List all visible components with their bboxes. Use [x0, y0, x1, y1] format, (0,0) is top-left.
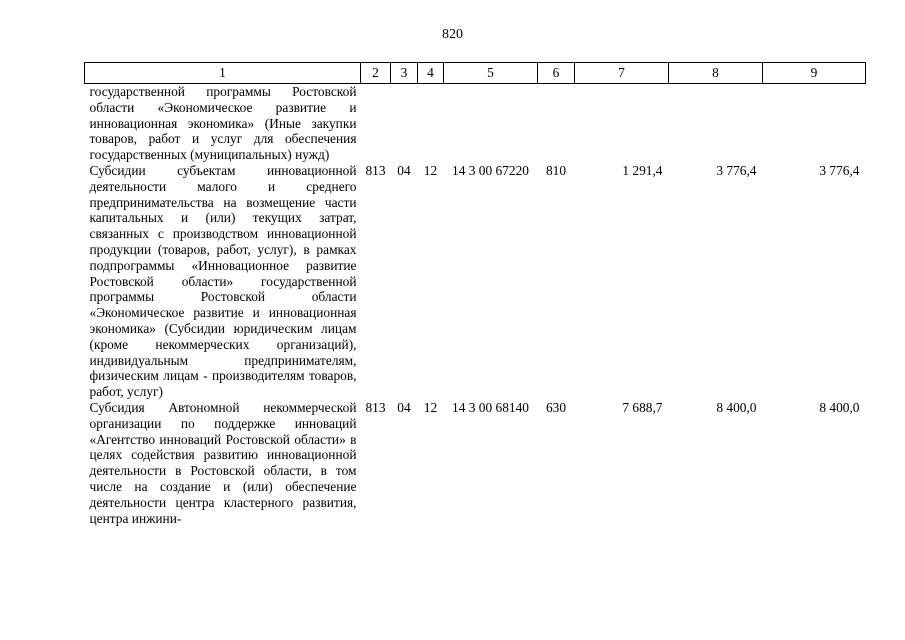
row-type-code: [538, 84, 575, 163]
table-row: [85, 400, 866, 526]
row-ministry-code: 813: [365, 399, 386, 415]
column-header: 6: [538, 63, 575, 84]
column-header: 7: [575, 63, 669, 84]
row-sum-3: 3 776,4: [819, 162, 860, 178]
row-sum-3: [763, 84, 866, 163]
row-subsection-code: 12: [423, 399, 438, 415]
row-sum-3: 8 400,0: [819, 399, 860, 415]
row-ministry-code: [361, 84, 391, 163]
row-section-code: 04: [397, 399, 411, 415]
row-section-code: 04: [397, 162, 411, 178]
row-ministry-code: 813: [365, 162, 386, 178]
row-sum-2: [669, 84, 763, 163]
row-target-code: 14 3 00 67220: [452, 162, 529, 178]
row-type-code: 810: [545, 162, 567, 178]
row-description: Субсидия Автономной некоммерческой организации по поддержке инноваций «Агентство инноваций Ростовской области» в целях содействия развитию инновационной деятельности в Ростовской области, в том числе на создание и (или) обеспечение деятельности центра кластерного развития, центра инжини-: [89, 399, 357, 526]
row-section-code: [391, 84, 418, 163]
column-header: 9: [763, 63, 866, 84]
table-header-row: [85, 63, 866, 84]
row-description: Субсидии субъектам инновационной деятельности малого и среднего предпринимательства на возмещение части капитальных и (или) текущих затрат, связанных с производством инновационной продукции (товаров, работ, услуг), в рамках подпрограммы «Инновационное развитие Ростовской области» государственной программы Ростовской области «Экономическое развитие и инновационная экономика» (Субсидии юридическим лицам (кроме некоммерческих организаций), индивидуальным предпринимателям, физическим лицам - производителям товаров, работ, услуг): [89, 162, 357, 400]
row-sum-2: 8 400,0: [716, 399, 757, 415]
column-header: 2: [361, 63, 391, 84]
row-target-code: 14 3 00 68140: [452, 399, 529, 415]
row-sum-2: 3 776,4: [716, 162, 757, 178]
column-header: 5: [444, 63, 538, 84]
page-number: 820: [442, 27, 463, 42]
row-sum-1: 7 688,7: [622, 399, 663, 415]
row-description: государственной программы Ростовской области «Экономическое развитие и инновационная экономика» (Иные закупки товаров, работ и услуг для обеспечения государственных (муниципальных) нужд): [89, 84, 357, 163]
column-header: 3: [391, 63, 418, 84]
budget-table: [84, 62, 866, 526]
column-header: 8: [669, 63, 763, 84]
table-row: [85, 84, 866, 163]
row-sum-1: [575, 84, 669, 163]
column-header: 4: [418, 63, 444, 84]
row-target-code: [444, 84, 538, 163]
row-subsection-code: 12: [423, 162, 438, 178]
row-subsection-code: [418, 84, 444, 163]
row-type-code: 630: [545, 399, 567, 415]
table-row: [85, 163, 866, 400]
row-sum-1: 1 291,4: [622, 162, 663, 178]
column-header: 1: [85, 63, 361, 84]
